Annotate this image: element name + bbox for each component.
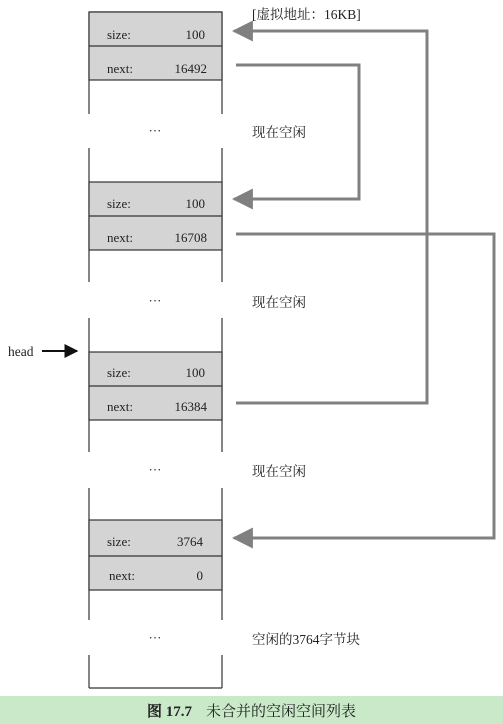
ellipsis-3: ··· [148,462,162,477]
node-1-size-label: size: [107,27,131,42]
node-4-header [89,520,222,590]
node-1-size-value: 100 [185,27,205,42]
node-2-next-value: 16708 [174,230,207,245]
node-4-size-value: 3764 [177,534,203,549]
ellipsis-2: ··· [148,293,162,308]
node-3-next-label: next: [107,399,133,414]
node-3-header [89,352,222,420]
node-3-size-label: size: [107,365,131,380]
figure-caption-text: 未合并的空闲空间列表 [206,703,357,720]
node-2-size-value: 100 [185,196,205,211]
address-label: [虚拟地址：16KB] [252,7,361,22]
node-1-header [89,12,222,80]
arrow-node3-to-node1 [234,31,427,403]
free-label-4: 空闲的3764字节块 [252,632,360,647]
node-4-next-value: 0 [196,568,203,583]
free-label-1: 现在空闲 [252,125,306,140]
node-4-size-label: size: [107,534,131,549]
figure-caption [0,696,503,724]
node-4-next-label: next: [109,568,135,583]
node-1-next-value: 16492 [174,61,207,76]
node-1-next-label: next: [107,61,133,76]
ellipsis-1: ··· [148,123,162,138]
ellipsis-4: ··· [148,630,162,645]
node-3-next-value: 16384 [174,399,207,414]
head-label: head [8,344,34,359]
node-3-size-value: 100 [185,365,205,380]
arrow-node2-to-node4 [234,234,494,538]
figure-number: 图 17.7 [146,703,192,720]
free-label-3: 现在空闲 [252,464,306,479]
node-2-next-label: next: [107,230,133,245]
free-label-2: 现在空闲 [252,295,306,310]
node-2-header [89,182,222,250]
node-2-size-label: size: [107,196,131,211]
